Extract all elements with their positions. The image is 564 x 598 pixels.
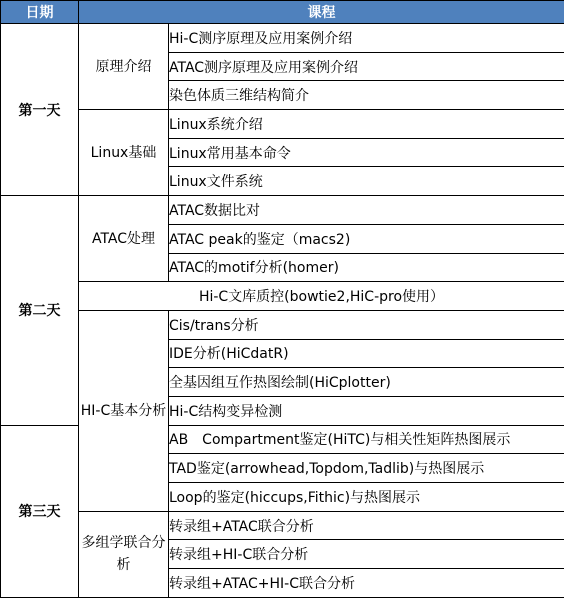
course-cell: Linux文件系统	[169, 167, 564, 196]
table-row	[1, 196, 564, 225]
course-cell: Linux常用基本命令	[169, 138, 564, 167]
table-row	[1, 282, 564, 311]
course-cell: 转录组+HI-C联合分析	[169, 540, 564, 569]
table-row	[1, 24, 564, 53]
course-cell: 转录组+ATAC+HI-C联合分析	[169, 569, 564, 598]
module-cell-linux: Linux基础	[79, 110, 169, 196]
course-cell: 染色体质三维结构简介	[169, 81, 564, 110]
course-cell: Loop的鉴定(hiccups,Fithic)与热图展示	[169, 483, 564, 512]
course-cell: ATAC peak的鉴定（macs2)	[169, 224, 564, 253]
course-cell: Cis/trans分析	[169, 310, 564, 339]
table-row	[1, 310, 564, 339]
course-cell-merged: Hi-C文库质控(bowtie2,HiC-pro使用）	[79, 282, 564, 311]
course-cell: 全基因组互作热图绘制(HiCplotter)	[169, 368, 564, 397]
day-cell-day3: 第三天	[1, 425, 79, 597]
module-cell-atac: ATAC处理	[79, 196, 169, 282]
course-cell: IDE分析(HiCdatR)	[169, 339, 564, 368]
course-cell: TAD鉴定(arrowhead,Topdom,Tadlib)与热图展示	[169, 454, 564, 483]
course-cell: Hi-C结构变异检测	[169, 396, 564, 425]
date-column-header: 日期	[1, 1, 79, 24]
course-cell: Linux系统介绍	[169, 110, 564, 139]
day-cell-day1: 第一天	[1, 24, 79, 196]
course-cell: 转录组+ATAC联合分析	[169, 511, 564, 540]
table-row	[1, 110, 564, 139]
course-cell: Hi-C测序原理及应用案例介绍	[169, 24, 564, 53]
module-cell-hic-analysis: HI-C基本分析	[79, 310, 169, 511]
course-column-header: 课程	[79, 1, 564, 24]
module-cell-principles: 原理介绍	[79, 24, 169, 110]
table-row	[1, 511, 564, 540]
course-cell: ATAC的motif分析(homer)	[169, 253, 564, 282]
course-cell: AB Compartment鉴定(HiTC)与相关性矩阵热图展示	[169, 425, 564, 454]
day-cell-day2: 第二天	[1, 196, 79, 426]
module-cell-multiomics: 多组学联合分析	[79, 511, 169, 597]
course-cell: ATAC数据比对	[169, 196, 564, 225]
course-cell: ATAC测序原理及应用案例介绍	[169, 52, 564, 81]
table-header-row	[1, 1, 564, 24]
